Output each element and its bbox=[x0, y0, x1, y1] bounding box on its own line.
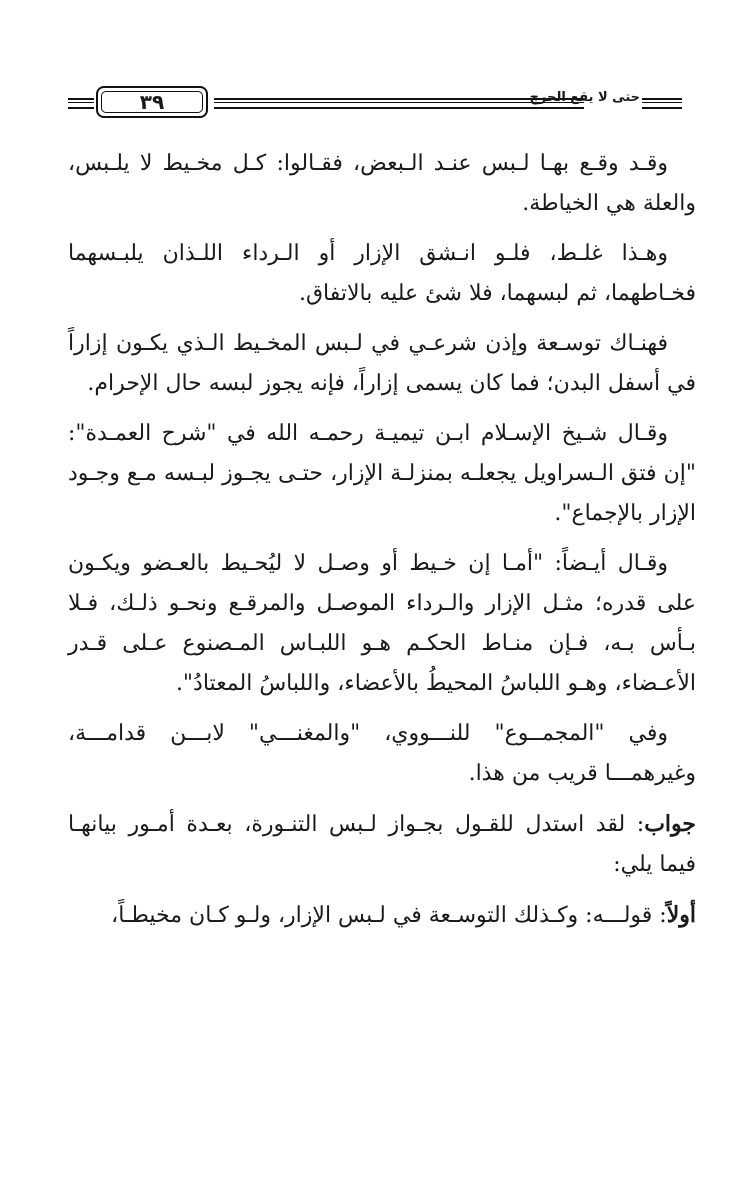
first-point-paragraph: أولاً: قولـــه: وكـذلك التوسـعة في لـبس الإزار، ولـو كـان مخيطـاً، bbox=[111, 902, 696, 928]
page-number: ٣٩ bbox=[139, 90, 165, 114]
paragraph: وقـد وقـع بهـا لـبس عنـد الـبعض، فقـالوا: كـل مخـيط لا يلـبس، والعلة هي الخياطة. bbox=[68, 151, 696, 216]
answer-paragraph: جواب: لقد استدل للقـول بجـواز لـبس التنـورة، بعـدة أمـور بيانهـا فيما يلي: bbox=[68, 811, 696, 877]
page-header bbox=[68, 86, 682, 120]
paragraph: فهنـاك توسـعة وإذن شرعـي في لـبس المخـيط الـذي يكـون إزاراً في أسفل البدن؛ فما كان يسمى إزاراً، فإنه يجوز لبسه حال الإحرام. bbox=[68, 331, 696, 396]
header-rule-middle bbox=[214, 98, 584, 109]
answer-label: جواب bbox=[644, 811, 696, 837]
paragraph: وقـال أيـضاً: "أمـا إن خـيط أو وصـل لا ليُحـيط بالعـضو ويكـون على قدره؛ مثـل الإزار والـرداء الموصـل والمرقـع ونحـو ذلـك، فـلا بـأس بـه، فـإن منـاط الحكـم هـو اللبـاس المـصنوع عـلى قـدر الأعـضاء، وهـو اللباسُ المحيطُ بالأعضاء، واللباسُ المعتادُ". bbox=[68, 551, 696, 696]
paragraph: وفي "المجمــوع" للنـــووي، "والمغنـــي" لابـــن قدامـــة، وغيرهمـــا قريب من هذا. bbox=[68, 721, 696, 786]
body-text bbox=[68, 144, 696, 946]
page-number-box bbox=[96, 86, 208, 118]
header-rule-left bbox=[68, 98, 94, 109]
header-rule-right bbox=[642, 98, 682, 109]
running-title: حتى لا يقع الحرج bbox=[529, 90, 640, 105]
first-point-label: أولاً bbox=[666, 902, 696, 928]
paragraph: وقـال شـيخ الإسـلام ابـن تيميـة رحمـه الله في "شرح العمـدة": "إن فتق الـسراويل يجعلـه بمنزلـة الإزار، حتـى يجـوز لبـسه مـع وجـود الإزار بالإجماع". bbox=[68, 421, 696, 526]
paragraph: وهـذا غلـط، فلـو انـشق الإزار أو الـرداء اللـذان يلبـسهما فخـاطهما، ثم لبسهما، فلا شئ عليه بالاتفاق. bbox=[68, 241, 696, 306]
